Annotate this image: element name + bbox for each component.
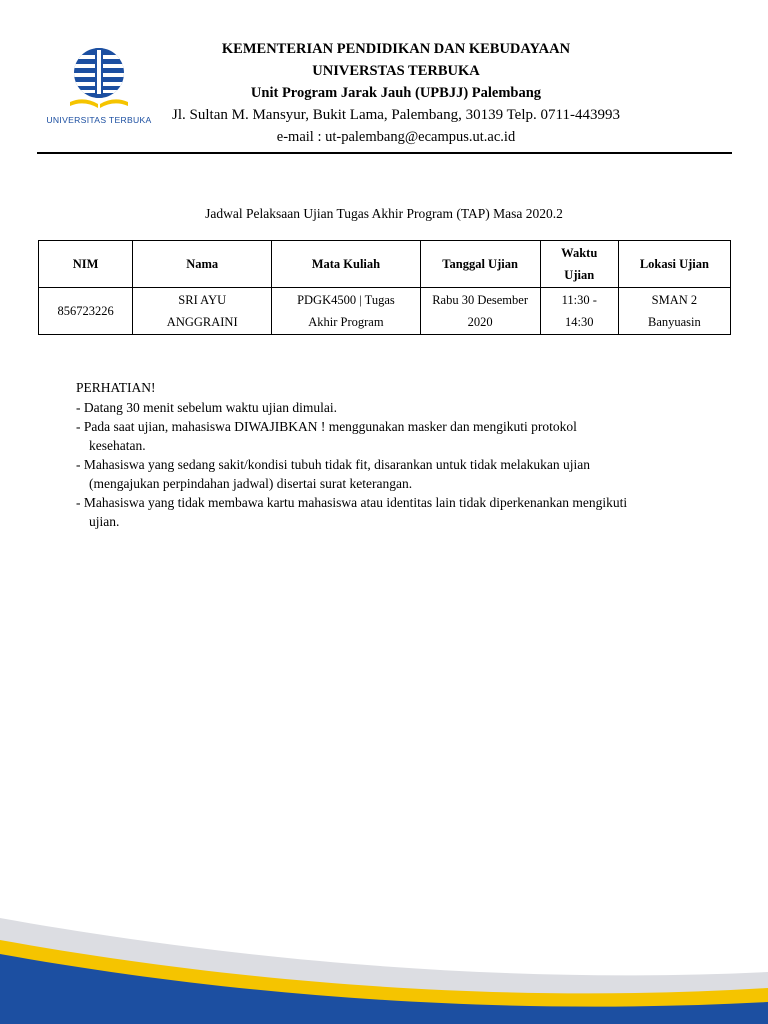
ministry-name: KEMENTERIAN PENDIDIKAN DAN KEBUDAYAAN [221,41,571,57]
col-waktu [540,241,618,288]
col-nama: Nama [133,241,272,288]
address: Jl. Sultan M. Mansyur, Bukit Lama, Palembang, 30139 Telp. 0711-443993 [172,107,620,123]
cell-mk-line2: Akhir Program [308,315,384,329]
cell-waktu-line2: 14:30 [565,315,594,329]
notice-item-4-cont: ujian. [89,514,120,529]
list-item [76,398,726,417]
notice-item-3: - Mahasiswa yang sedang sakit/kondisi tubuh tidak fit, disarankan untuk tidak melakukan ujian [76,457,591,472]
notice-item-1: - Datang 30 menit sebelum waktu ujian dimulai. [76,400,337,415]
cell-mata-kuliah [272,288,420,335]
notice-heading: PERHATIAN! [76,380,156,395]
list-item [76,417,726,455]
cell-nama-line2: ANGGRAINI [166,315,238,329]
cell-lokasi-line1: SMAN 2 [651,293,698,307]
table-header-row [39,241,731,288]
col-waktu-line1: Waktu [561,246,598,260]
col-tanggal: Tanggal Ujian [420,241,540,288]
cell-lokasi [618,288,730,335]
col-mata-kuliah: Mata Kuliah [272,241,420,288]
notice-item-3-cont: (mengajukan perpindahan jadwal) disertai surat keterangan. [89,476,413,491]
notice-item-2: - Pada saat ujian, mahasiswa DIWAJIBKAN ! menggunakan masker dan mengikuti protokol [76,419,577,434]
table-row [39,288,731,335]
footer-wave-decoration [0,914,768,1024]
cell-tanggal [420,288,540,335]
cell-lokasi-line2: Banyuasin [648,315,701,329]
notice-item-2-cont: kesehatan. [89,438,146,453]
header-divider [37,152,732,154]
col-nim: NIM [39,241,133,288]
notice-section [76,378,726,531]
cell-mk-line1: PDGK4500 | Tugas [297,293,395,307]
cell-tgl-line2: 2020 [467,315,493,329]
logo-text: UNIVERSITAS TERBUKA [46,115,152,125]
cell-nama [133,288,272,335]
letterhead [0,38,768,148]
col-lokasi: Lokasi Ujian [618,241,730,288]
list-item [76,455,726,493]
email: e-mail : ut-palembang@ecampus.ut.ac.id [276,129,516,145]
cell-nama-line1: SRI AYU [178,293,227,307]
cell-waktu-line1: 11:30 - [561,293,597,307]
schedule-table [38,240,731,335]
schedule-title: Jadwal Pelaksaan Ujian Tugas Akhir Program (TAP) Masa 2020.2 [205,206,563,221]
list-item [76,493,726,531]
cell-waktu [540,288,618,335]
col-waktu-line2: Ujian [564,268,595,282]
cell-nim: 856723226 [39,288,133,335]
unit-name: Unit Program Jarak Jauh (UPBJJ) Palembang [250,85,542,101]
university-name: UNIVERSTAS TERBUKA [312,63,480,79]
cell-tgl-line1: Rabu 30 Desember [432,293,528,307]
notice-item-4: - Mahasiswa yang tidak membawa kartu mahasiswa atau identitas lain tidak diperkenankan mengikuti [76,495,628,510]
